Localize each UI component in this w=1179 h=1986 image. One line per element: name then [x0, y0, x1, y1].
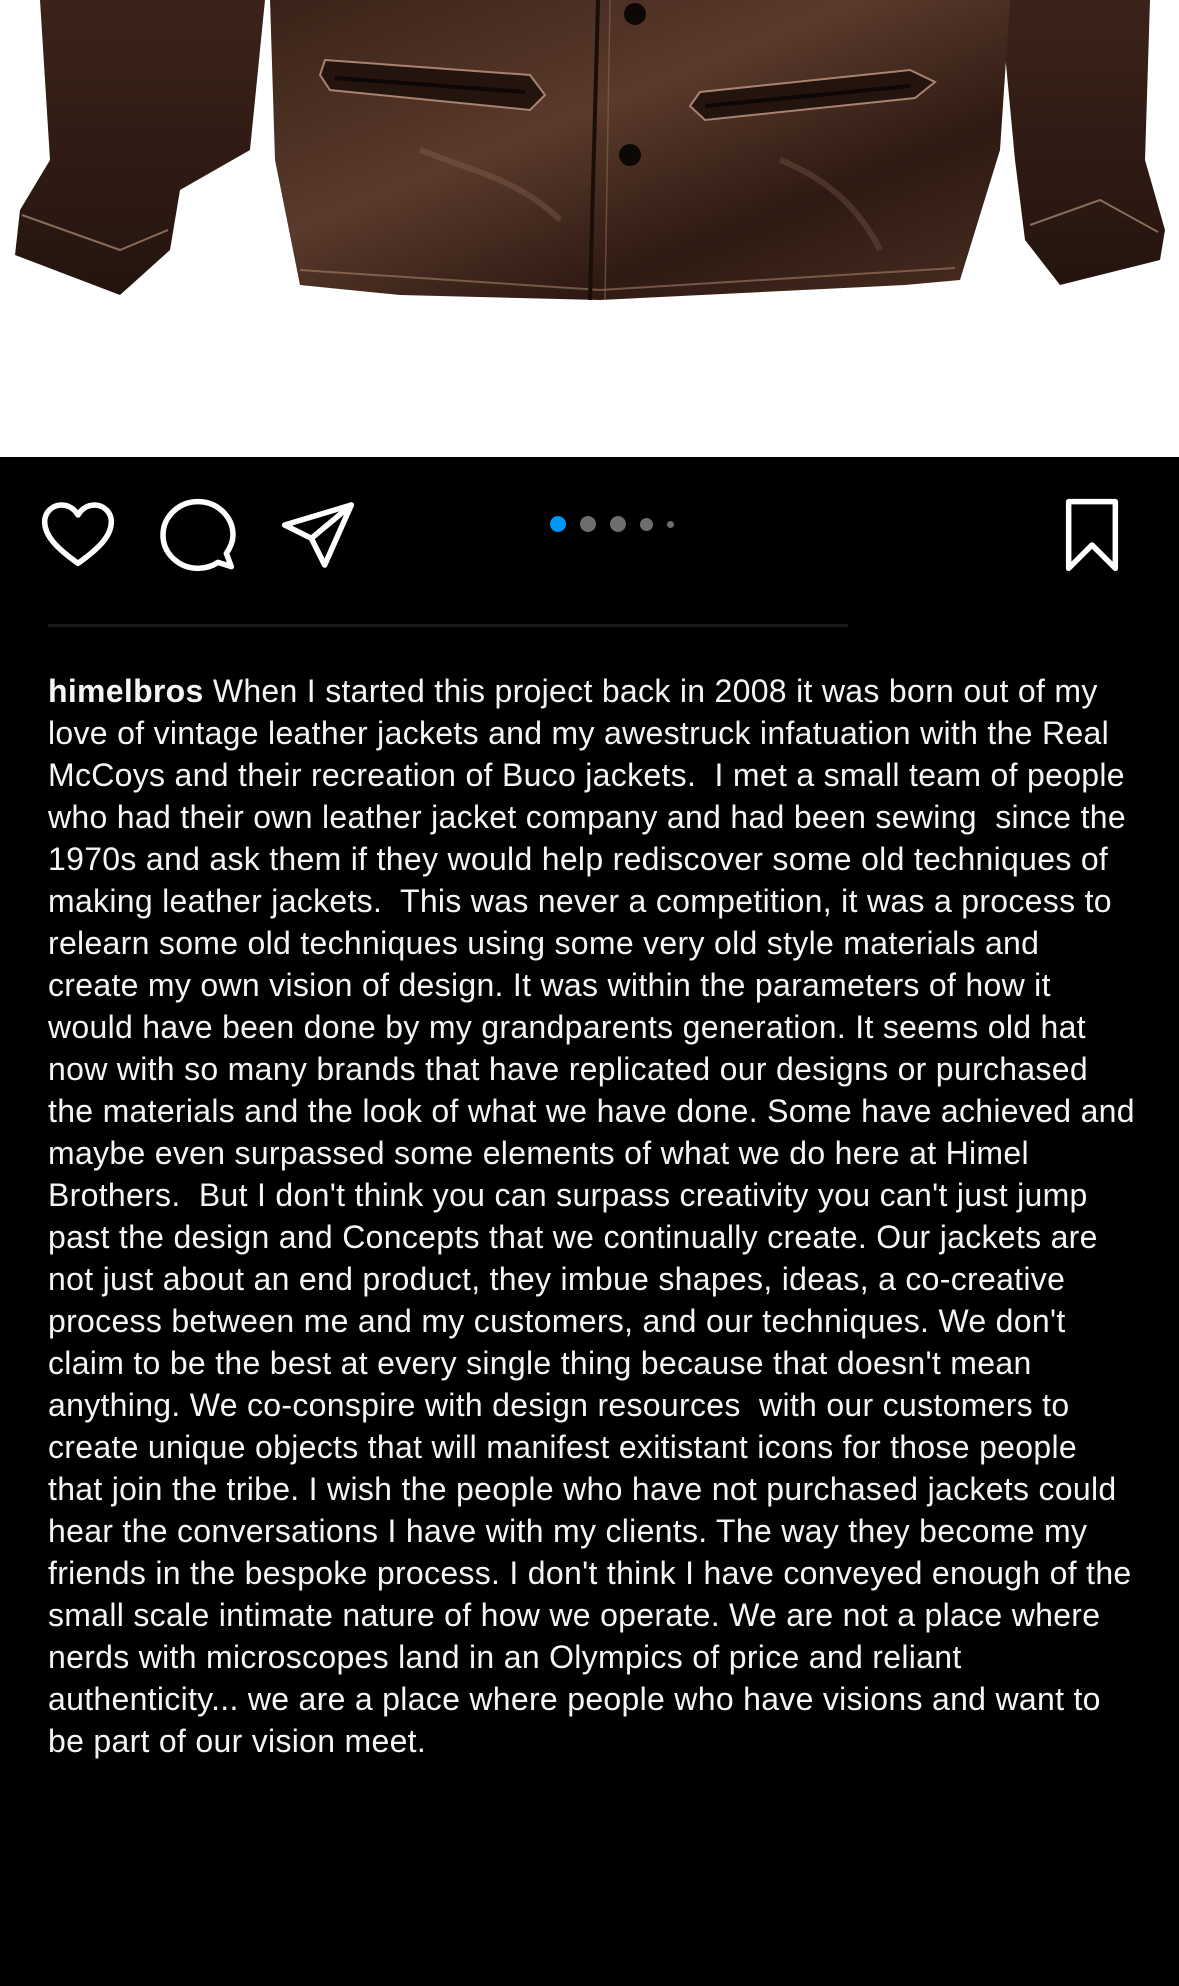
carousel-dot [610, 516, 626, 532]
paper-plane-icon[interactable] [278, 495, 358, 575]
action-bar [0, 457, 1179, 607]
carousel-dot [640, 518, 653, 531]
carousel-dot-active [550, 516, 566, 532]
bookmark-icon[interactable] [1052, 495, 1132, 575]
post-image[interactable] [0, 0, 1179, 457]
heart-icon[interactable] [38, 495, 118, 575]
carousel-indicator [550, 514, 688, 534]
leather-jacket-image [0, 0, 1179, 457]
likes-row-obscured [48, 614, 848, 638]
caption-text: When I started this project back in 2008 it was born out of my love of vintage leather jackets and my awestruck infatuation with the Real McCoys and their recreation of Buco jackets. I met a small team of people who had their own leather jacket company and had been sewing since the 1970s and ask them if they would help rediscover some old techniques of making leather jackets. This was never a competition, it was a process to relearn some old techniques using some very old style materials and create my own vision of design. It was within the parameters of how it would have been done by my grandparents generation. It seems old hat now with so many brands that have replicated our designs or purchased the materials and the look of what we have done. Some have achieved and maybe even surpassed some elements of what we do here at Himel Brothers. But I don't think you can surpass creativity you can't just jump past the design and Concepts that we continually create. Our jackets are not just about an end product, they imbue shapes, ideas, a co-creative process between me and my customers, and our techniques. We don't claim to be the best at every single thing because that doesn't mean anything. We co-conspire with design resources with our customers to create unique objects that will manifest exitistant icons for those people that join the tribe. I wish the people who have not purchased jackets could hear the conversations I have with my clients. The way they become my friends in the bespoke process. I don't think I have conveyed enough of the small scale intimate nature of how we operate. We are not a place where nerds with microscopes land in an Olympics of price and reliant authenticity... we are a place where people who have visions and want to be part of our vision meet. [48, 673, 1145, 1759]
caption-username[interactable]: himelbros [48, 673, 204, 709]
post-caption [48, 670, 1145, 1762]
carousel-dot [580, 516, 596, 532]
carousel-dot [667, 521, 674, 528]
speech-bubble-icon[interactable] [158, 495, 238, 575]
